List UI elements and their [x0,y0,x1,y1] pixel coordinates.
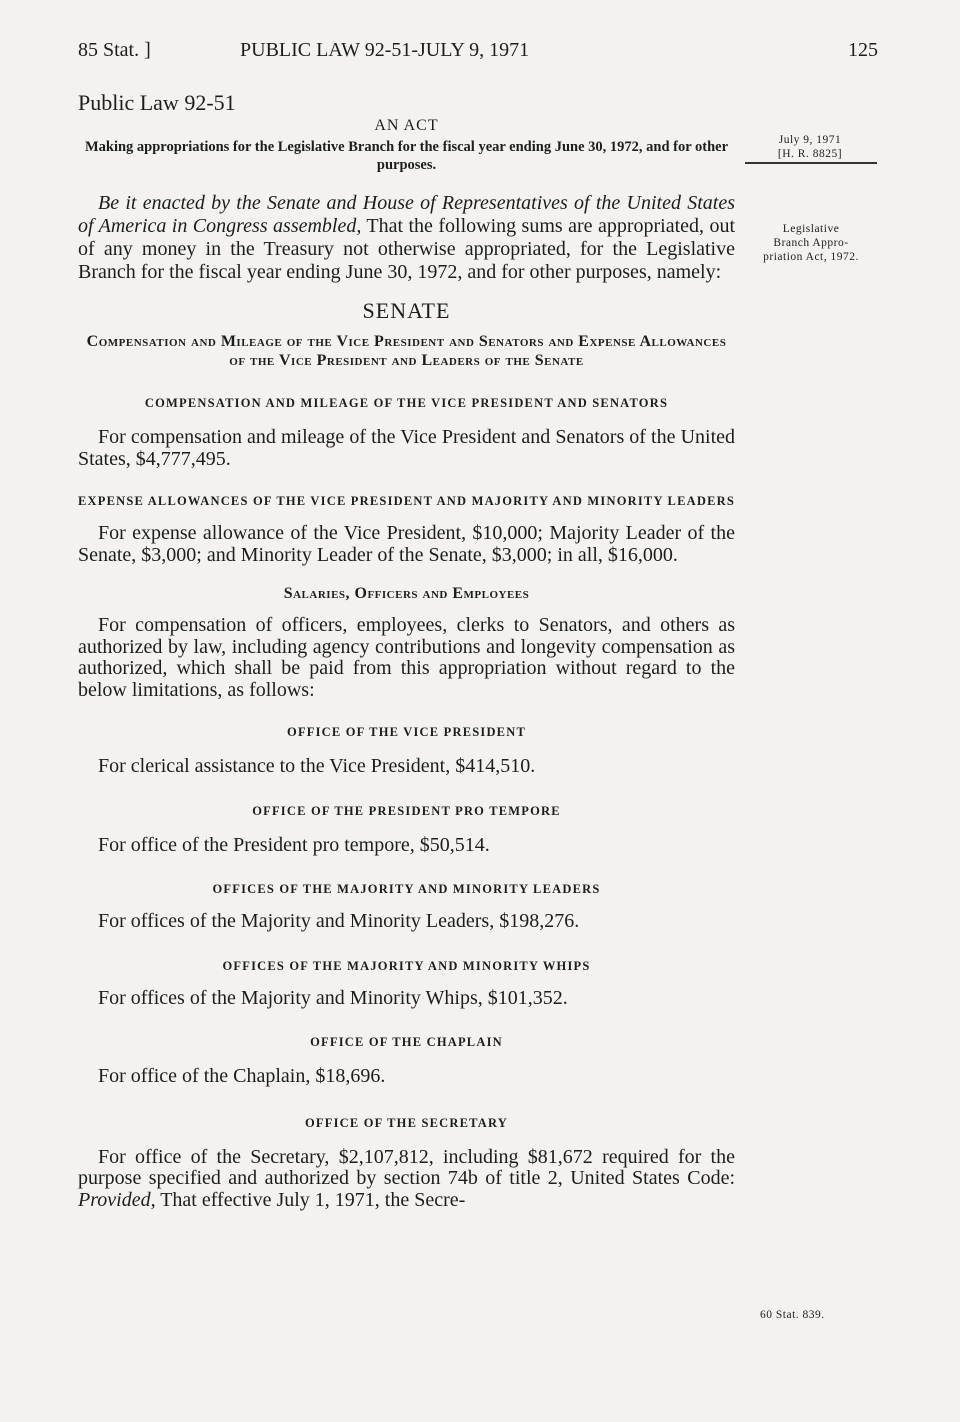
leaders-text: For offices of the Majority and Minority Leaders, $198,276. [98,910,580,932]
header-title: PUBLIC LAW 92-51-JULY 9, 1971 [240,39,530,61]
secretary-subheading: OFFICE OF THE SECRETARY [305,1115,508,1130]
compensation-text: For compensation and mileage of the Vice President and Senators of the United States, $4,777,495. [78,426,735,470]
secretary-text-part1: For office of the Secretary, $2,107,812, including $81,672 required for the purpose specified and authorized by section 74b of title 2, United States Code: [78,1145,735,1189]
enacting-clause-text: That the following sums are appropriated, out of any money in the Treasury not otherwise appropriated, for the Legislative Branch for the fiscal year ending June 30, 1972, and for other purposes, namely: [78,215,735,283]
compensation-subheading: COMPENSATION AND MILEAGE OF THE VICE PRESIDENT AND SENATORS [144,396,669,410]
ppt-text: For office of the President pro tempore, $50,514. [98,833,490,856]
header-volume: 85 Stat. ] [78,39,151,61]
enacting-clause [78,192,735,284]
ppt-subheading: OFFICE OF THE PRESIDENT PRO TEMPORE [252,803,561,818]
secretary-text-italic: Provided, [78,1188,156,1211]
act-purpose: Making appropriations for the Legislative Branch for the fiscal year ending June 30, 1972, and for other purposes. [84,139,729,173]
vp-office-text: For clerical assistance to the Vice President, $414,510. [98,755,536,777]
senate-heading: SENATE [362,298,451,323]
header-page-number: 125 [848,39,878,61]
margin-date-block [745,133,875,161]
expense-text: For expense allowance of the Vice President, $10,000; Majority Leader of the Senate, $3,000; and Minority Leader of the Senate, $3,000; in all, $16,000. [78,522,735,566]
enacting-clause-italic: Be it enacted by the Senate and House of Representatives of the United States of America in Congress assembled, [78,192,735,237]
margin-short-title-line: priation Act, 1972. [763,251,859,263]
vp-office-subheading: OFFICE OF THE VICE PRESIDENT [287,725,526,739]
margin-short-title [745,222,877,264]
compensation-heading: Compensation and Mileage of the Vice President and Senators and Expense Allowances of the Vice President and Leaders of the Senate [86,333,727,369]
expense-subheading: EXPENSE ALLOWANCES OF THE VICE PRESIDENT AND MAJORITY AND MINORITY LEADERS [78,494,735,508]
margin-citation: 60 Stat. 839. [760,1309,825,1321]
whips-subheading: OFFICES OF THE MAJORITY AND MINORITY WHIPS [222,958,591,973]
secretary-text [78,1147,735,1212]
salaries-heading: Salaries, Officers and Employees [283,585,530,602]
whips-text: For offices of the Majority and Minority Whips, $101,352. [98,986,568,1009]
law-number: Public Law 92-51 [78,90,236,115]
chaplain-text: For office of the Chaplain, $18,696. [98,1065,386,1087]
margin-bill: [H. R. 8825] [777,148,843,160]
secretary-text-part2: That effective July 1, 1971, the Secre- [155,1188,466,1211]
margin-short-title-line: Branch Appro- [773,237,849,249]
main-column [78,86,735,1211]
margin-short-title-line: Legislative [782,223,840,235]
salaries-text: For compensation of officers, employees, clerks to Senators, and others as authorized by law, including agency contributions and longevity compensation as authorized, which shall be paid from this appropriation without regard to the below limitations, as follows: [78,614,735,701]
margin-date: July 9, 1971 [778,134,842,146]
chaplain-subheading: OFFICE OF THE CHAPLAIN [310,1035,503,1049]
act-title: AN ACT [374,117,439,134]
margin-rule [745,162,877,164]
leaders-subheading: OFFICES OF THE MAJORITY AND MINORITY LEADERS [212,882,601,896]
